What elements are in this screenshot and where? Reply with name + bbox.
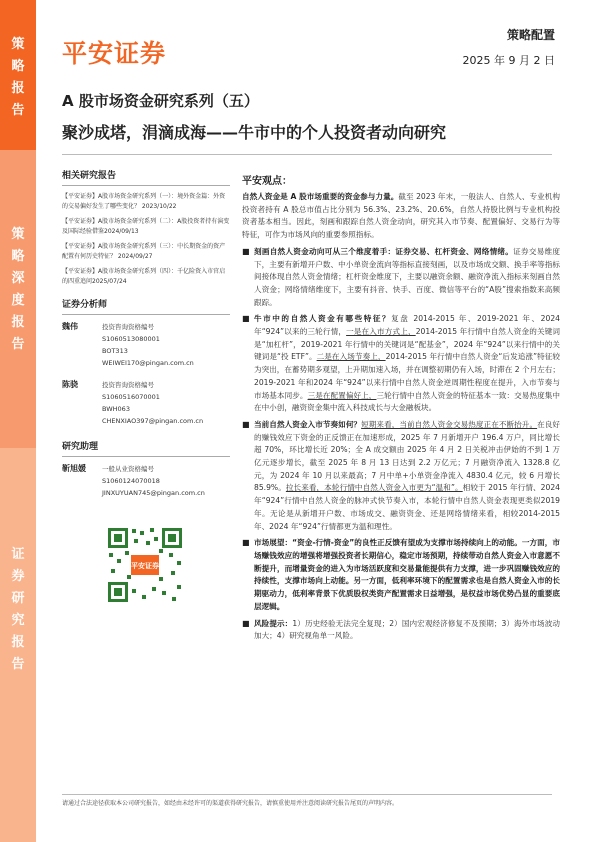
assistant-email[interactable]: JINXUYUAN745@pingan.com.cn [102, 489, 205, 497]
related-research-heading: 相关研究报告 [62, 168, 230, 186]
document-type: 策略配置 [506, 28, 555, 42]
company-logo: 平安证券 [62, 39, 167, 68]
paragraph-lead: 刻画自然人资金动向可从三个维度着手：证券交易、杠杆资金、网络情绪。 [254, 246, 514, 256]
paragraph-lead: 市场展望： [254, 538, 293, 548]
paragraph-lead: 当前自然人资金入市节奏如何？ [254, 419, 362, 429]
analyst-info-line: BWH063 [102, 405, 130, 413]
analysts-heading: 证券分析师 [62, 297, 230, 315]
sidebar-char: 度 [11, 293, 25, 308]
sidebar-char: 深 [11, 271, 25, 286]
related-research-item[interactable]: 【平安证券】A股市场资金研究系列（四）：千亿险资入市官启的四重追问2025/07/24 [62, 268, 226, 285]
paragraph-text: 在良好的赚钱效应下资金的正反馈正在加速形成，2025 年 7 月新增开户 196.4 万户，同比增长超 70%，环比增长近 20%；全 A 成交额由 2025 年 4 月 2 日关税冲击伊始的不到 1 万亿元逐步增长，截至 2025 年 8 月 13 日达到 2.2 万亿元；7 月融资净流入 1328.8 亿元，为 2024 年 10 月以来最高；7 月中单+小单资金净流入 4830.4 亿元，较 6 月增长 85.9%。 [254, 419, 561, 493]
analyst-info-line: S1060513080001 [102, 335, 160, 343]
paragraph-text: 2014-2015 年行情中自然人资金“后发追涨”特征较为突出，在蓄势期多观望，上升期加速入场，并在调整初期仍有入场，时滞在 2 个月左右；2019-2021 年和2024 年“924”以来行情中自然人资金逆周期性程度在提升，入市节奏与市场基本同步。 [254, 352, 560, 400]
bullet-paragraph-outlook [242, 537, 560, 613]
analyst-email[interactable]: WEIWEI170@pingan.com.cn [102, 359, 194, 367]
qr-logo-label: 平安证券 [131, 562, 159, 570]
assistant-info-line: 一般从业资格编号 [102, 465, 154, 473]
sidebar-char: 报 [11, 635, 25, 650]
bullet-paragraph-bull-market-features [242, 313, 560, 415]
paragraph-lead: 牛市中的自然人资金有哪些特征？ [254, 314, 392, 324]
paragraph-text: “资金-行情-资金”的良性正反馈有望成为支撑市场持续向上的动能。一方面，市场赚钱效应的增强将增强投资者长期信心，稳定市场预期，持续带动自然人资金入市意愿不断提升，而增量资金的进入为市场活跃度和交易量能提供有力支撑，进一步巩固赚钱效应的持续性，支撑市场向上动能。另一方面，低利率环境下的配置需求也是自然人资金入市的长期驱动力，低利率背景下优质股权类资产配置需求日益增强，是权益市场优势凸显的重要底层逻辑。 [254, 538, 560, 611]
assistant-entry [62, 463, 230, 511]
paragraph-text: 相较于 2015 年行情、2024 年“924”行情中自然人资金的脉冲式快节奏入市，本轮行情中自然人资金表现更类似2019年。无论是从新增开户数、市场成交、融资资金、还是网络情绪来看，相较2014-2015 年、2024 年“924”行情都更为温和理性。 [254, 483, 561, 531]
paragraph-text: 2014-2015 年行情中自然人资金的关键词是“加杠杆”，2019-2021 年行情中的关键词是“配基金”，2024 年“924”以来行情中的关键词是“投 ETF”。 [254, 327, 560, 362]
assistants-heading: 研究助理 [62, 439, 230, 457]
sidebar-char: 究 [11, 613, 25, 628]
sidebar-block-strategy-report [0, 0, 36, 150]
paragraph-text: 截至 2023 年末，一般法人、自然人、专业机构投资者持有 A 股总市值占比分别为 56.3%、23.2%、20.6%，自然人持股比例与专业机构投资者基本相当。因此，刻画和跟踪自然人资金动向，研究其入市节奏、配置偏好、交易行为等特征，可作为市场风向的重要参照指标。 [242, 192, 560, 240]
analyst-info-line: 投资咨询资格编号 [102, 323, 154, 331]
sidebar-char: 报 [11, 81, 25, 96]
underlined-text: 三是在配置偏好上， [307, 390, 377, 400]
bullet-paragraph-dimensions [242, 246, 560, 310]
underlined-text: 短期来看，当前自然人资金交易热度正在不断抬升。 [361, 419, 538, 429]
analyst-info-line: 投资咨询资格编号 [102, 381, 154, 389]
paragraph-lead: 风险提示： [254, 618, 293, 628]
underlined-text: 二是在入场节奏上， [316, 352, 386, 362]
bullet-icon: ■ [242, 314, 250, 324]
paragraph-lead: 自然人资金是 A 股市场重要的资金参与力量。 [242, 192, 399, 201]
analyst-name: 陈骁 [62, 380, 78, 389]
bullet-icon: ■ [242, 538, 250, 548]
sidebar-char: 报 [11, 315, 25, 330]
paragraph-intro [242, 191, 560, 242]
bullet-paragraph-current-pace [242, 419, 560, 533]
related-research-item[interactable]: 【平安证券】A股市场资金研究系列（三）：中长期资金的资产配置有何历史特征？ 2024/09/27 [62, 243, 226, 260]
paragraph-text: 三轮行情中自然人资金的特征基本一致：交易热度集中在中小创，融资资金集中流入科技成长与大金融板块。 [254, 390, 561, 413]
left-column [62, 168, 230, 521]
sidebar-char: 证 [11, 547, 25, 562]
footer-disclaimer: 请通过合法途径获取本公司研究报告，如经由未经许可的渠道获得研究报告，请慎重使用并注意阅读研究报告尾页的声明内容。 [62, 800, 399, 807]
related-research-item[interactable]: 【平安证券】A股市场资金研究系列（一）：境外资金篇：外资的交易偏好发生了哪些变化？ 2023/10/22 [62, 193, 226, 210]
sidebar-char: 策 [11, 37, 25, 52]
sidebar-char: 告 [11, 103, 25, 118]
qr-code [105, 525, 185, 605]
analyst-info-line: BOT313 [102, 347, 128, 355]
sidebar-char: 策 [11, 227, 25, 242]
sidebar-block-depth-report [0, 150, 36, 448]
sidebar-block-securities-research [0, 448, 36, 842]
underlined-text: 一是在入市方式上， [346, 327, 416, 337]
assistant-name: 靳旭媛 [62, 464, 86, 473]
paragraph-text: 1）历史经验无法完全复现；2）国内宏观经济修复不及预期；3）海外市场波动加大；4）研究视角单一风险。 [254, 618, 560, 641]
document-date: 2025 年 9 月 2 日 [462, 54, 555, 67]
paragraph-text: 证券交易维度下，主要有新增开户数、中小单资金流向等指标直接刻画，以及市场成交额、换手率等指标间接体现自然人资金情绪；杠杆资金维度下，主要以融资余额、融资净流入指标来刻画自然人资金；网络情绪维度下，主要有抖音、快手、百度、微信等平台的“A股”搜索指数来高频跟踪。 [254, 246, 560, 307]
bullet-paragraph-risk [242, 618, 560, 643]
related-research-item[interactable]: 【平安证券】A股市场资金研究系列（二）：A股投资者持有演变及国际经验借鉴2024/09/13 [62, 218, 230, 235]
analyst-entry [62, 379, 230, 427]
paragraph-text: 复盘 2014-2015 年、2019-2021 年、2024 年“924”以来的三轮行情， [254, 314, 560, 337]
sidebar-char: 研 [11, 591, 25, 606]
bullet-icon: ■ [242, 246, 250, 256]
title-divider [62, 154, 552, 155]
series-title: A 股市场资金研究系列（五） [62, 92, 259, 110]
viewpoint-heading: 平安观点： [242, 176, 292, 187]
sidebar [0, 0, 36, 842]
main-content [242, 172, 560, 647]
underlined-text: 拉长来看，本轮行情中自然人资金入市更为“温和”。 [285, 483, 463, 493]
assistant-info-line: S1060124070018 [102, 477, 160, 485]
sidebar-char: 告 [11, 337, 25, 352]
sidebar-char: 略 [11, 249, 25, 264]
sidebar-char: 略 [11, 59, 25, 74]
bullet-icon: ■ [242, 419, 250, 429]
analyst-entry [62, 321, 230, 369]
sidebar-char: 券 [11, 569, 25, 584]
bullet-icon: ■ [242, 618, 250, 628]
analyst-email[interactable]: CHENXIAO397@pingan.com.cn [102, 417, 204, 425]
qr-code-icon [105, 525, 185, 605]
sidebar-char: 告 [11, 657, 25, 672]
analyst-info-line: S1060516070001 [102, 393, 160, 401]
footer-divider [62, 794, 552, 795]
analyst-name: 魏伟 [62, 322, 78, 331]
page-title: 聚沙成塔，涓滴成海——牛市中的个人投资者动向研究 [62, 123, 447, 142]
